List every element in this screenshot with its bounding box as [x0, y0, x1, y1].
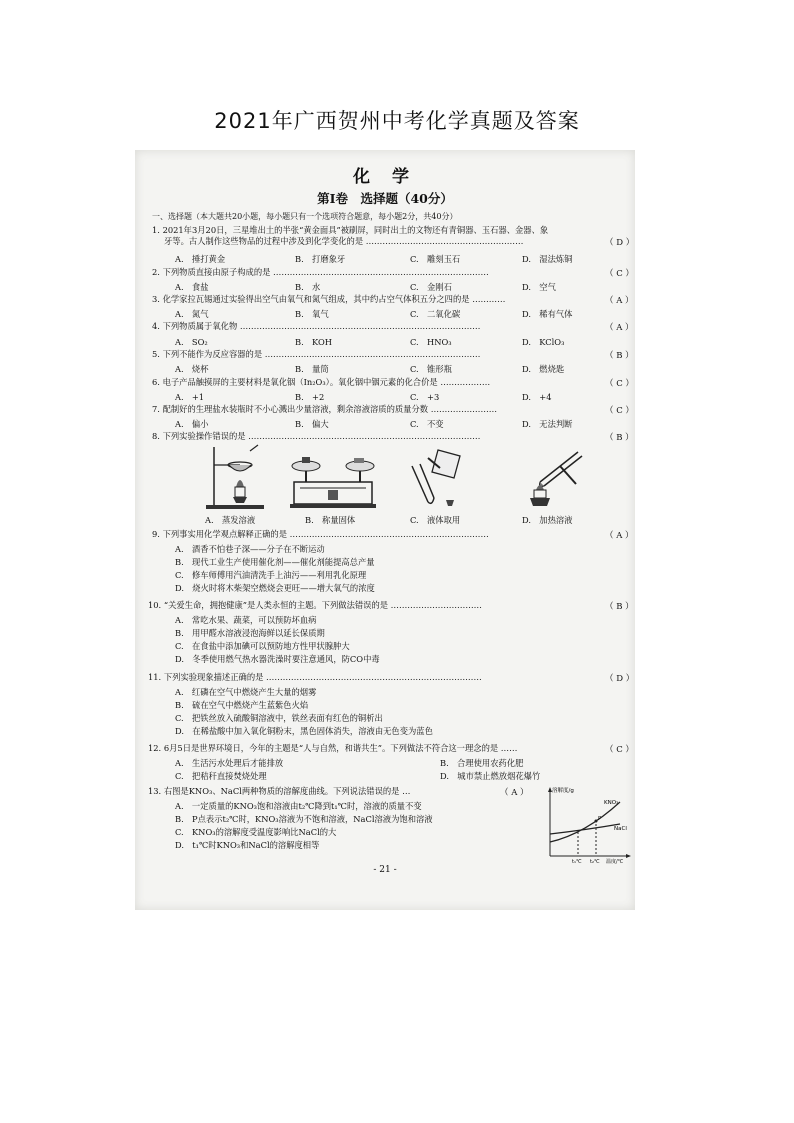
chart-series-nacl: NaCl	[614, 826, 627, 832]
answer-2: （ C ）	[605, 269, 634, 279]
option: D. 无法判断	[522, 419, 573, 429]
question-7: 7. 配制好的生理盐水装瓶时不小心溅出少量溶液，剩余溶液溶质的质量分数 ……………………	[152, 404, 498, 414]
option: D. 烧火时将木柴架空燃烧会更旺——增大氧气的浓度	[175, 583, 375, 593]
question-1-line2: 牙等。古人制作这些物品的过程中涉及到化学变化的是 …………………………………………………	[164, 236, 524, 246]
option: A. 捶打黄金	[175, 254, 226, 264]
question-1: 1. 2021年3月20日，三星堆出土的半张“黄金面具”被刷屏，同时出土的文物还有青铜器、玉石器、金器、象	[152, 225, 549, 235]
question-8: 8. 下列实验操作错误的是 …………………………………………………………………………	[152, 431, 481, 441]
answer-7: （ C ）	[605, 406, 634, 416]
question-2: 2. 下列物质直接由原子构成的是 ……………………………………………………………………	[152, 267, 489, 277]
page-number: - 21 -	[373, 865, 397, 875]
option: B. 氧气	[295, 309, 329, 319]
option: D. t₁℃时KNO₃和NaCl的溶解度相等	[175, 840, 320, 850]
answer-1: （ D ）	[605, 238, 635, 248]
evaporation-apparatus-illustration	[200, 443, 270, 513]
question-9: 9. 下列事实用化学观点解释正确的是 ………………………………………………………………	[152, 529, 489, 539]
option: D. 加热溶液	[522, 515, 573, 525]
answer-10: （ B ）	[605, 602, 634, 612]
option: C. KNO₃的溶解度受温度影响比NaCl的大	[175, 827, 337, 837]
option: A. 一定质量的KNO₃饱和溶液由t₂℃降到t₁℃时，溶液的质量不变	[175, 801, 422, 811]
heating-test-tube-illustration	[520, 446, 590, 511]
option: D. 稀有气体	[522, 309, 573, 319]
option: B. 现代工业生产使用催化剂——催化剂能提高总产量	[175, 557, 375, 567]
subject-heading: 化 学	[353, 167, 417, 187]
answer-11: （ D ）	[605, 674, 635, 684]
chart-xlabel: 温度/℃	[606, 859, 624, 864]
chart-point-label: P	[598, 816, 602, 822]
option: C. 雕刻玉石	[410, 254, 461, 264]
chart-t2: t₂℃	[590, 859, 600, 864]
option: C. 把铁丝放入硫酸铜溶液中，铁丝表面有红色的铜析出	[175, 713, 383, 723]
answer-4: （ A ）	[605, 323, 634, 333]
option: C. 锥形瓶	[410, 364, 452, 374]
option: D. 空气	[522, 282, 556, 292]
option: C. 在食盐中添加碘可以预防地方性甲状腺肿大	[175, 641, 350, 651]
chart-series-knO3: KNO₃	[604, 800, 619, 806]
question-11: 11. 下列实验现象描述正确的是 ……………………………………………………………………	[148, 672, 482, 682]
option: C. 二氧化碳	[410, 309, 461, 319]
option: B. P点表示t₂℃时，KNO₃溶液为不饱和溶液，NaCl溶液为饱和溶液	[175, 814, 433, 824]
option: A. 酒香不怕巷子深——分子在不断运动	[175, 544, 325, 554]
section-instructions: 一、选择题（本大题共20小题，每小题只有一个选项符合题意，每小题2分，共40分）	[152, 212, 458, 221]
option: C. 不变	[410, 419, 444, 429]
option: A. +1	[175, 392, 205, 402]
option: B. +2	[295, 392, 325, 402]
answer-13: （ A ）	[500, 788, 529, 798]
option: B. 硫在空气中燃烧产生蓝紫色火焰	[175, 700, 309, 710]
option: A. 偏小	[175, 419, 209, 429]
option: B. 量筒	[295, 364, 329, 374]
option: A. 食盐	[175, 282, 209, 292]
option: B. KOH	[295, 337, 333, 347]
option: A. 红磷在空气中燃烧产生大量的烟雾	[175, 687, 317, 697]
question-6: 6. 电子产品触摸屏的主要材料是氧化铟（In₂O₃）。氧化铟中铟元素的化合价是 ………………	[152, 377, 491, 387]
option: A. 常吃水果、蔬菜，可以预防坏血病	[175, 615, 317, 625]
option: C. +3	[410, 392, 440, 402]
solubility-curve-diagram	[540, 784, 632, 864]
option: C. 修车师傅用汽油清洗手上油污——利用乳化原理	[175, 570, 367, 580]
answer-5: （ B ）	[605, 351, 634, 361]
option: D. 在稀盐酸中加入氧化铜粉末，黑色固体消失，溶液由无色变为蓝色	[175, 726, 433, 736]
option: D. 燃烧匙	[522, 364, 565, 374]
option: C. 金刚石	[410, 282, 452, 292]
answer-12: （ C ）	[605, 745, 634, 755]
answer-6: （ C ）	[605, 379, 634, 389]
option: A. 烧杯	[175, 364, 209, 374]
answer-9: （ A ）	[605, 531, 634, 541]
question-10: 10. “关爱生命，拥抱健康”是人类永恒的主题。下列做法错误的是 ……………………………	[148, 600, 482, 610]
option: B. 水	[295, 282, 321, 292]
option: C. HNO₃	[410, 337, 452, 347]
part-heading: 第Ⅰ卷 选择题（40分）	[317, 191, 453, 206]
option: A. 氮气	[175, 309, 209, 319]
answer-8: （ B ）	[605, 433, 634, 443]
answer-3: （ A ）	[605, 296, 634, 306]
option: B. 合理使用农药化肥	[440, 758, 524, 768]
balance-illustration	[288, 452, 378, 510]
option: B. 称量固体	[305, 515, 356, 525]
option: A. 生活污水处理后才能排放	[175, 758, 284, 768]
option: D. KClO₃	[522, 337, 565, 347]
liquid-pouring-illustration	[398, 446, 473, 511]
chart-t1: t₁℃	[572, 859, 582, 864]
knO3-curve	[550, 802, 620, 842]
option: A. 蒸发溶液	[205, 515, 256, 525]
option: B. 打磨象牙	[295, 254, 346, 264]
option: B. 偏大	[295, 419, 329, 429]
chart-ylabel: 溶解度/g	[552, 788, 574, 794]
page-title: 2021年广西贺州中考化学真题及答案	[214, 109, 580, 133]
question-13: 13. 右图是KNO₃、NaCl两种物质的溶解度曲线。下列说法错误的是 …	[148, 786, 411, 796]
option: B. 用甲醛水溶液浸泡海鲜以延长保质期	[175, 628, 325, 638]
option: C. 把秸秆直接焚烧处理	[175, 771, 267, 781]
question-3: 3. 化学家拉瓦锡通过实验得出空气由氧气和氮气组成，其中约占空气体积五分之四的是 …………	[152, 294, 506, 304]
option: D. 湿法炼铜	[522, 254, 573, 264]
option: D. 冬季使用燃气热水器洗澡时要注意通风，防CO中毒	[175, 654, 380, 664]
question-12: 12. 6月5日是世界环境日，今年的主题是“人与自然，和谐共生”。下列做法不符合这一理念的是 ……	[148, 743, 518, 753]
option: D. +4	[522, 392, 552, 402]
option: C. 液体取用	[410, 515, 461, 525]
question-5: 5. 下列不能作为反应容器的是 ……………………………………………………………………	[152, 349, 481, 359]
option: A. SO₂	[175, 337, 208, 347]
question-4: 4. 下列物质属于氧化物 ……………………………………………………………………………	[152, 321, 481, 331]
option: D. 城市禁止燃放烟花爆竹	[440, 771, 541, 781]
nacl-curve	[550, 824, 620, 834]
